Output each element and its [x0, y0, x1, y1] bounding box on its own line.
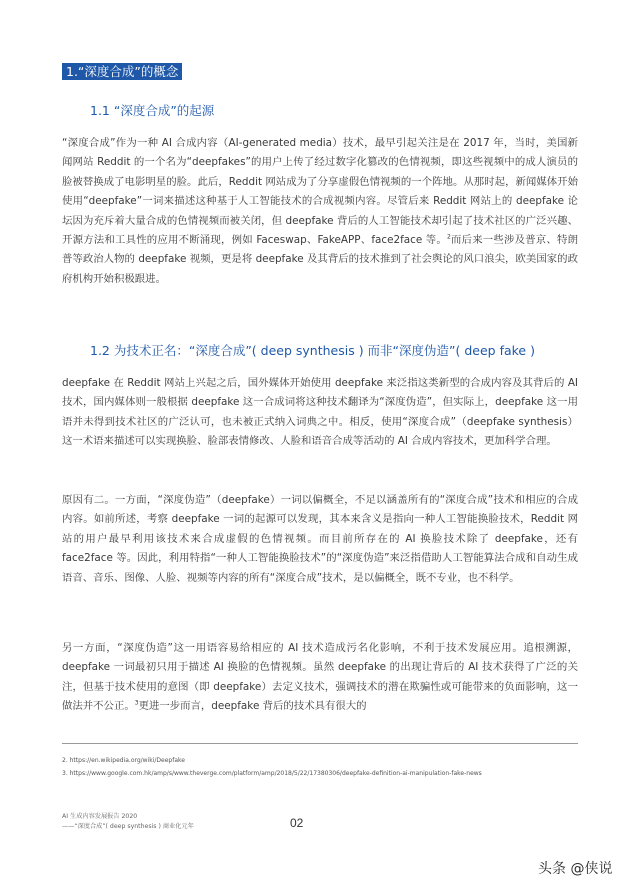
paragraph-text: 而后来一些涉及普京、特朗普等政治人物的 deepfake 视频，更是将 deepfake 及其背后的技术推到了社会舆论的风口浪尖，欧美国家的政府机构开始积极跟进。	[62, 234, 578, 285]
paragraph-reason-two	[62, 639, 578, 717]
page-number: 02	[290, 816, 304, 830]
paragraph-reason-one: 原因有二。一方面，“深度伪造”（deepfake）一词以偏概全，不足以涵盖所有的“深度合成”技术和相应的合成内容。如前所述，考察 deepfake 一词的起源可以发现，其本来含义是指向一种人工智能换脸技术，Reddit 网站的用户最早利用该技术来合成虚假的色情视频。而目前所存在的 AI 换脸技术除了 deepfake，还有 face2face 等。因此，利用特指“一种人工智能换脸技术”的“深度伪造”来泛指借助人工智能算法合成和自动生成语音、音乐、图像、人脸、视频等内容的所有“深度合成”技术，是以偏概全，既不专业，也不科学。	[62, 494, 578, 584]
subsection-title-1-1: 1.1 “深度合成”的起源	[90, 103, 215, 118]
watermark: 头条 @侠说	[538, 861, 613, 877]
footnote-ref-2[interactable]: 2	[446, 233, 451, 241]
paragraph-naming: deepfake 在 Reddit 网站上兴起之后，国外媒体开始使用 deepfake 来泛指这类新型的合成内容及其背后的 AI 技术，国内媒体则一般根据 deepfake 这一合成词将这种技术翻译为“深度伪造”，但实际上，deepfake 这一用语并未得到技术社区的广泛认可，也未被正式纳入词典之中。相反，使用“深度合成”（deepfake synthesis）这一术语来描述可以实现换脸、脸部表情修改、人脸和语音合成等活动的 AI 合成内容技术，更加科学合理。	[62, 377, 578, 448]
footnote-2[interactable]: 2. https://en.wikipedia.org/wiki/Deepfake	[62, 757, 185, 764]
subsection-title-1-2: 1.2 为技术正名：“深度合成”( deep synthesis ) 而非“深度伪造”( deep fake )	[90, 343, 535, 358]
footer-report-info	[62, 812, 194, 832]
footnote-ref-3[interactable]: 3	[134, 699, 139, 707]
paragraph-text: 另一方面，“深度伪造”这一用语容易给相应的 AI 技术造成污名化影响，不利于技术发展应用。追根溯源，deepfake 一词最初只用于描述 AI 换脸的色情视频。虽然 deepfake 的出现让背后的 AI 技术获得了广泛的关注，但基于技术使用的意图（即 deepfake）去定义技术，强调技术的潜在欺骗性或可能带来的负面影响，这一做法并不公正。	[62, 642, 578, 713]
footnote-3[interactable]: 3. https://www.google.com.hk/amp/s/www.theverge.com/platform/amp/2018/5/22/17380306/deepfake-definition-ai-manipulation-fake-news	[62, 770, 482, 777]
paragraph-text: “深度合成”作为一种 AI 合成内容（AI-generated media）技术，最早引起关注是在 2017 年，当时，美国新闻网站 Reddit 的一个名为“deepfakes”的用户上传了经过数字化篡改的色情视频，即这些视频中的成人演员的脸被替换成了电影明星的脸。此后，Reddit 网站成为了分享虚假色情视频的一个阵地。从那时起，新闻媒体开始使用“deepfake”一词来描述这种基于人工智能技术的合成视频内容。尽管后来 Reddit 网站上的 deepfake 论坛因为充斥着大量合成的色情视频而被关闭，但 deepfake 背后的人工智能技术却引起了技术社区的广泛兴趣、开源方法和工具性的应用不断涌现，例如 Faceswap、FakeAPP、face2face 等。	[62, 137, 578, 247]
footer-report-subtitle: ——“深度合成”( deep synthesis ) 商业化元年	[62, 823, 194, 830]
paragraph-origin	[62, 134, 578, 289]
section-title: 1.“深度合成”的概念	[62, 63, 182, 80]
footnote-divider	[62, 743, 578, 744]
footer-report-title: AI 生成内容发展报告 2020	[62, 813, 138, 820]
paragraph-text: 更进一步而言，deepfake 背后的技术具有很大的	[138, 700, 367, 713]
